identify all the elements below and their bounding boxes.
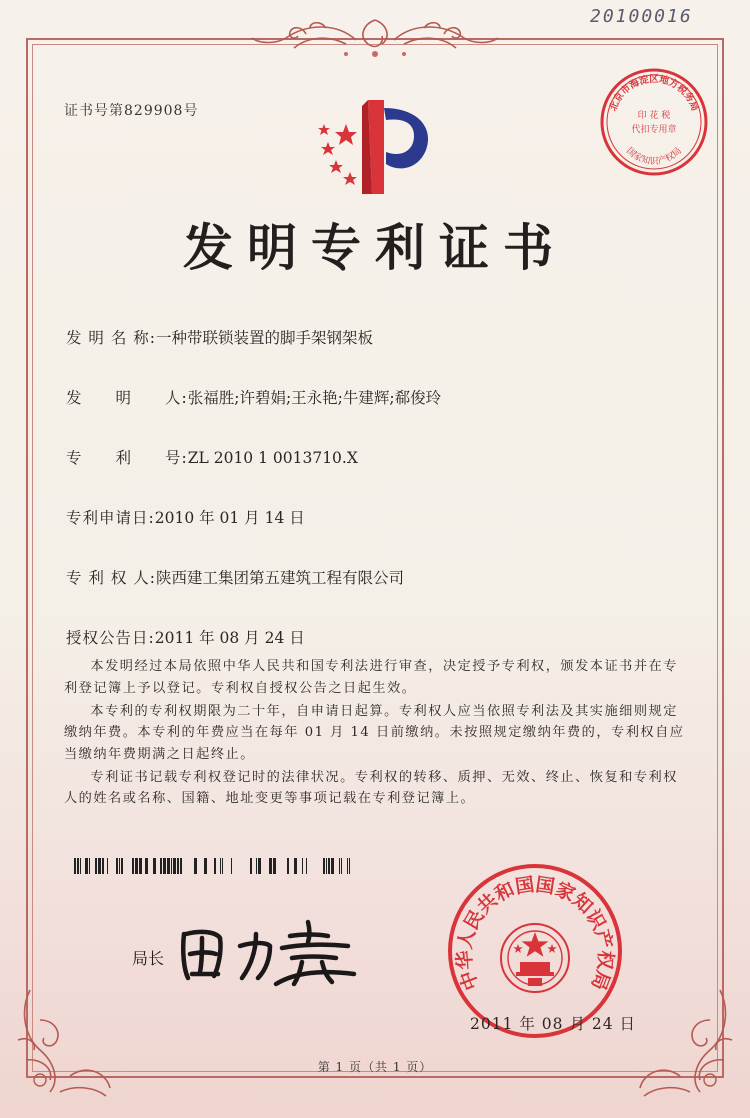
filing-date-label: 专利申请日:	[66, 509, 155, 527]
patentee-label: 专 利 权 人:	[66, 569, 157, 587]
director-signature	[172, 912, 362, 992]
inventors-value: 张福胜;许碧娟;王永艳;牛建辉;郗俊玲	[187, 389, 442, 407]
certificate-body	[64, 656, 686, 811]
small-seal-top-text: 北京市海淀区地方税务局	[607, 74, 701, 113]
bottom-right-ornament	[630, 980, 740, 1100]
filing-date-value: 2010 年 01 月 14 日	[154, 509, 305, 527]
body-paragraph-3: 专利证书记载专利权登记时的法律状况。专利权的转移、质押、无效、终止、恢复和专利权人的姓名或名称、国籍、地址变更等事项记载在专利登记簿上。	[64, 769, 678, 806]
patentee-field	[66, 566, 404, 588]
svg-text:北京市海淀区地方税务局	[607, 73, 701, 113]
announce-date-label: 授权公告日:	[66, 629, 155, 647]
announce-date-value: 2011 年 08 月 24 日	[154, 629, 305, 647]
national-emblem-icon	[501, 924, 569, 992]
patent-number-label: 专 利 号:	[66, 449, 188, 467]
announce-date-field	[66, 626, 305, 648]
filing-date-field	[66, 506, 305, 528]
invention-name-label: 发 明 名 称:	[66, 329, 157, 347]
barcode	[74, 858, 350, 874]
cnipa-emblem-logo	[306, 94, 436, 198]
small-seal-line-2: 代扣专用章	[631, 125, 677, 135]
inventors-label: 发 明 人:	[66, 389, 188, 407]
bottom-left-ornament	[10, 980, 120, 1100]
patentee-value: 陕西建工集团第五建筑工程有限公司	[156, 569, 405, 587]
certificate-number: 证书号第829908号	[64, 103, 199, 119]
tax-stamp-seal	[598, 66, 710, 178]
page-number: 第 1 页（共 1 页）	[317, 1060, 433, 1074]
patent-number-value: ZL 2010 1 0013710.X	[187, 449, 358, 467]
handwritten-note: 20100016	[590, 6, 693, 27]
small-seal-bottom-text: 国家知识产权局	[624, 146, 684, 167]
invention-name-value: 一种带联锁装置的脚手架钢架板	[156, 329, 374, 347]
director-label: 局长	[132, 949, 165, 968]
body-paragraph-2: 本专利的专利权期限为二十年，自申请日起算。专利权人应当依照专利法及其实施细则规定缴纳年费。本专利的年费应当在每年 01 月 14 日前缴纳。未按照规定缴纳年费的，专利权自应当缴纳年费期满之日起终止。	[64, 703, 685, 762]
small-seal-line-1: 印 花 税	[637, 111, 671, 121]
patent-number-field	[66, 446, 358, 468]
inventors-field	[66, 386, 441, 408]
body-paragraph-1: 本发明经过本局依照中华人民共和国专利法进行审查，决定授予专利权，颁发本证书并在专利登记簿上予以登记。专利权自授权公告之日起生效。	[64, 659, 678, 696]
big-seal-text: 中华人民共和国国家知识产权局	[453, 873, 617, 994]
issue-date: 2011 年 08 月 24 日	[470, 1015, 637, 1033]
top-ornament	[246, 14, 504, 62]
certificate-title: 发明专利证书	[183, 219, 567, 277]
invention-name-field	[66, 326, 373, 348]
